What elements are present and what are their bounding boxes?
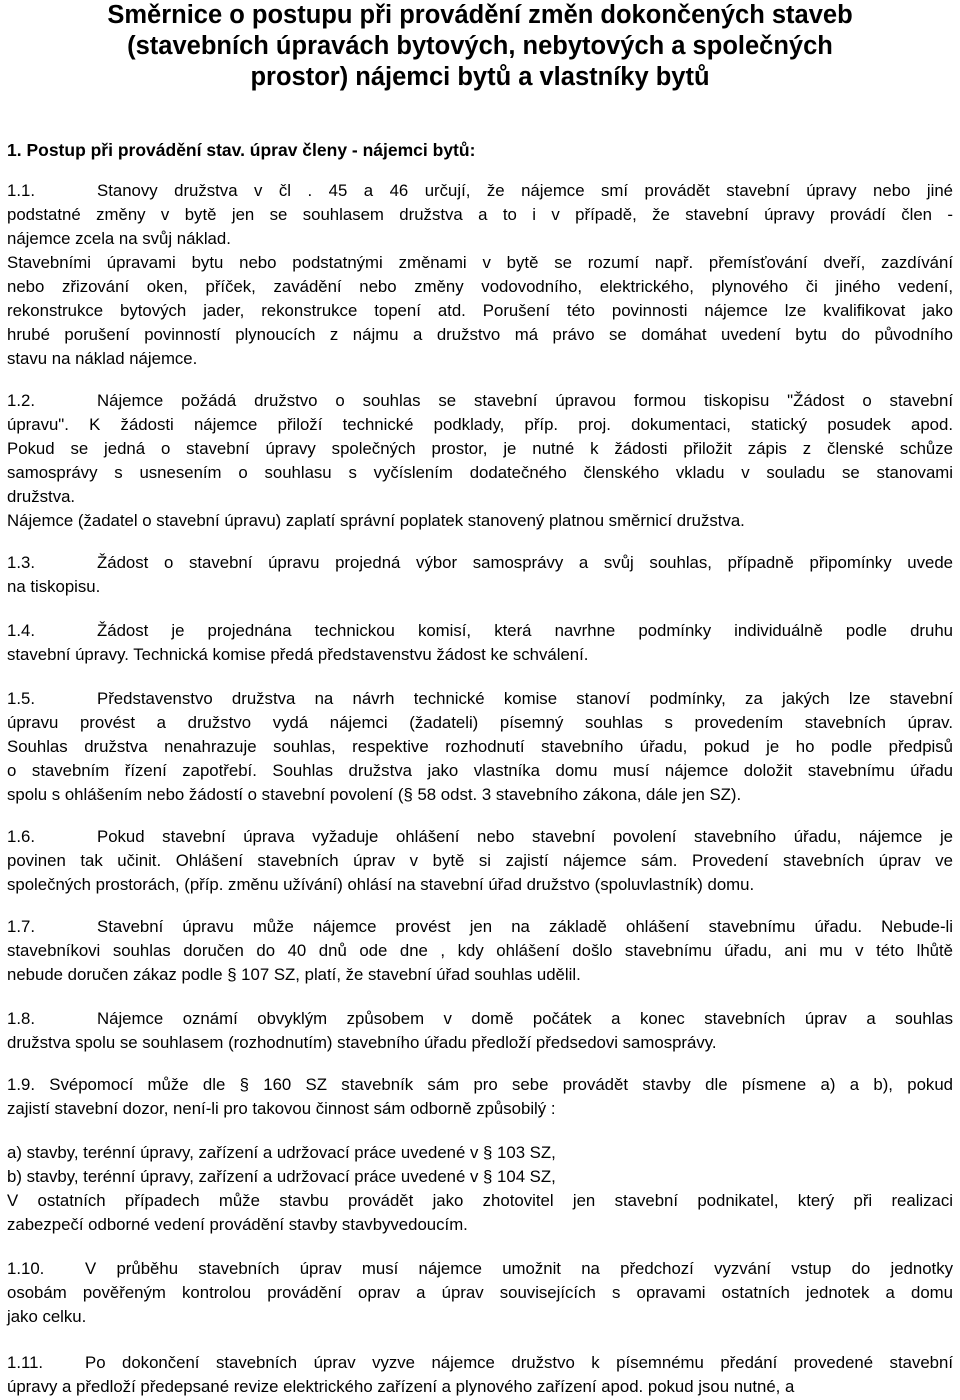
body-line-text: Pokud stavební úprava vyžaduje ohlášení nebo stavební povolení stavebního úřadu, nájemce je — [97, 827, 953, 846]
section-number: 1.11. — [7, 1353, 44, 1372]
body-line — [7, 940, 953, 962]
body-line — [7, 874, 754, 896]
body-line-text: Nájemce oznámí obvyklým způsobem v domě počátek a konec stavebních úprav a souhlas — [97, 1009, 953, 1028]
body-line-text: jako celku. — [7, 1307, 87, 1326]
body-line — [7, 414, 953, 436]
body-line-text: povinen tak učinit. Ohlášení stavebních úprav v bytě si zajistí nájemce sám. Provedení stavebních úprav ve — [7, 851, 953, 870]
body-line-text: Pokud se jedná o stavební úpravy společných prostor, je nutné k žádosti přiložit zápis z členské schůze — [7, 439, 953, 458]
body-line — [7, 252, 953, 274]
body-line-text: Žádost je projednána technickou komisí, která navrhne podmínky individuálně podle druhu — [97, 621, 953, 640]
title-line: prostor) nájemci bytů a vlastníky bytů — [250, 63, 710, 91]
body-line — [7, 644, 588, 666]
body-line — [7, 1098, 556, 1120]
body-line — [7, 462, 953, 484]
body-line — [7, 688, 953, 710]
body-line-text: na tiskopisu. — [7, 577, 101, 596]
body-line-text: Po dokončení stavebních úprav vyzve nájemce družstvo k písemnému předání provedené stavební — [85, 1353, 953, 1372]
body-line — [7, 620, 953, 642]
section-number: 1.5. — [7, 689, 35, 708]
body-line — [7, 1008, 953, 1030]
body-line-text: zabezpečí odborné vedení provádění stavby stavbyvedoucím. — [7, 1215, 468, 1234]
body-line-text: družstva spolu se souhlasem (rozhodnutím) stavebního úřadu předloží předsedovi samosprávy. — [7, 1033, 717, 1052]
body-line — [7, 510, 745, 532]
body-line — [7, 576, 100, 598]
section-number: 1.8. — [7, 1009, 35, 1028]
body-line — [7, 916, 953, 938]
body-line — [7, 1258, 953, 1280]
body-line — [7, 1166, 556, 1188]
body-line-text: hrubé porušení povinností plynoucích z nájmu a družstvo má právo se domáhat uvedení bytu do původního — [7, 325, 953, 344]
section-number: 1.1. — [7, 181, 35, 200]
section-number: 1.4. — [7, 621, 35, 640]
body-line-text: úpravu provést a družstvo vydá nájemci (žadateli) písemný souhlas s provedením stavebních úprav. — [7, 713, 953, 732]
body-line — [7, 438, 953, 460]
body-line-text: nebo zřizování oken, příček, zavádění nebo změny vodovodního, elektrického, plynového či jiného vedení, — [7, 277, 953, 296]
section-number: 1.2. — [7, 391, 35, 410]
body-line-text: Nájemce požádá družstvo o souhlas se stavební úpravou formou tiskopisu "Žádost o stavební — [97, 391, 953, 410]
section-heading: 1. Postup při provádění stav. úprav členy - nájemci bytů: — [7, 140, 476, 160]
body-line — [7, 964, 581, 986]
body-line — [7, 552, 953, 574]
body-line — [7, 826, 953, 848]
body-line — [7, 276, 953, 298]
section-number: 1.7. — [7, 917, 35, 936]
body-line-text: spolu s ohlášením nebo žádostí o stavební povolení (§ 58 odst. 3 stavebního zákona, dále jen SZ). — [7, 785, 742, 804]
body-line — [7, 736, 953, 758]
body-line-text: nebude doručen zákaz podle § 107 SZ, platí, že stavební úřad souhlas udělil. — [7, 965, 581, 984]
body-line — [7, 300, 953, 322]
title-line: (stavebních úpravách bytových, nebytových a společných — [127, 32, 833, 60]
section-number: 1.3. — [7, 553, 35, 572]
section-number: 1.6. — [7, 827, 35, 846]
body-line-text: o stavebním řízení zapotřebí. Souhlas družstva jako vlastníka domu musí nájemce doložit stavebnímu úřadu — [7, 761, 953, 780]
body-line — [7, 1306, 86, 1328]
body-line-text: úpravu". K žádosti nájemce přiloží technické podklady, příp. proj. dokumentaci, statický posudek apod. — [7, 415, 953, 434]
body-line — [7, 180, 953, 202]
body-line-text: Nájemce (žadatel o stavební úpravu) zaplatí správní poplatek stanovený platnou směrnicí družstva. — [7, 511, 745, 530]
body-line-text: družstva. — [7, 487, 76, 506]
body-line-text: Stanovy družstva v čl . 45 a 46 určují, že nájemce smí provádět stavební úpravy nebo jiné — [97, 181, 953, 200]
body-line-text: stavební úpravy. Technická komise předá představenstvu žádost ke schválení. — [7, 645, 589, 664]
body-line — [7, 348, 197, 370]
body-line — [7, 1214, 468, 1236]
body-line — [7, 1190, 953, 1212]
body-line-text: společných prostorách, (příp. změnu užívání) ohlásí na stavební úřad družstvo (spoluvlastník) domu. — [7, 875, 755, 894]
body-line — [7, 204, 953, 226]
body-line — [7, 760, 953, 782]
body-line-text: Souhlas družstva nenahrazuje souhlas, respektive rozhodnutí stavebního úřadu, pokud je ho podle předpisů — [7, 737, 953, 756]
body-line-text: Stavebními úpravami bytu nebo podstatnými změnami v bytě se rozumí např. přemísťování dveří, zazdívání — [7, 253, 953, 272]
title-line: Směrnice o postupu při provádění změn dokončených staveb — [107, 1, 853, 29]
body-line-text: V průběhu stavebních úprav musí nájemce umožnit na předchozí vyzvání vstup do jednotky — [85, 1259, 953, 1278]
body-line-text: Žádost o stavební úpravu projedná výbor samosprávy a svůj souhlas, případně připomínky uvede — [97, 553, 953, 572]
body-line-text: podstatné změny v bytě jen se souhlasem družstva a to i v případě, že stavební úpravy provádí člen - — [7, 205, 953, 224]
body-line-text: samosprávy s usnesením o souhlasu s vyčíslením dodatečného členského vkladu v souladu se stanovami — [7, 463, 953, 482]
body-line — [7, 784, 741, 806]
body-line-text: stavu na náklad nájemce. — [7, 349, 198, 368]
body-line-text: osobám pověřeným kontrolou provádění oprav a úprav souvisejících s opravami ostatních jednotek a domu — [7, 1283, 953, 1302]
body-line — [7, 850, 953, 872]
section-number: 1.10. — [7, 1259, 45, 1278]
body-line — [7, 390, 953, 412]
body-line-text: Stavební úpravu může nájemce provést jen na základě ohlášení stavebnímu úřadu. Nebude-li — [97, 917, 953, 936]
body-line — [7, 228, 231, 250]
body-line-text: nájemce zcela na svůj náklad. — [7, 229, 231, 248]
body-line-text: a) stavby, terénní úpravy, zařízení a udržovací práce uvedené v § 103 SZ, — [7, 1143, 556, 1162]
body-line — [7, 1032, 717, 1054]
body-line-text: rekonstrukce bytových jader, rekonstrukce topení atd. Porušení této povinnosti nájemce lze kvalifikovat jako — [7, 301, 953, 320]
body-line — [7, 324, 953, 346]
body-line-text: stavebníkovi souhlas doručen do 40 dnů ode dne , kdy ohlášení došlo stavebnímu úřadu, ani mu v této lhůtě — [7, 941, 953, 960]
body-line-text: V ostatních případech může stavbu provádět jako zhotovitel jen stavební podnikatel, který při realizaci — [7, 1191, 953, 1210]
body-line — [7, 1282, 953, 1304]
body-line-text: úpravy a předloží předepsané revize elektrického zařízení a plynového zařízení apod. pokud jsou nutné, a — [7, 1377, 795, 1396]
body-line — [7, 1074, 953, 1096]
body-line — [7, 1376, 794, 1398]
body-line — [7, 1352, 953, 1374]
body-line-text: 1.9. Svépomocí může dle § 160 SZ stavebník sám pro sebe provádět stavby dle písmene a) a b), pokud — [7, 1075, 953, 1094]
body-line — [7, 486, 75, 508]
body-line-text: Představenstvo družstva na návrh technické komise stanoví podmínky, za jakých lze stavební — [97, 689, 953, 708]
body-line-text: zajistí stavební dozor, není-li pro takovou činnost sám odborně způsobilý : — [7, 1099, 556, 1118]
body-line — [7, 1142, 556, 1164]
body-line — [7, 712, 953, 734]
body-line-text: b) stavby, terénní úpravy, zařízení a udržovací práce uvedené v § 104 SZ, — [7, 1167, 556, 1186]
